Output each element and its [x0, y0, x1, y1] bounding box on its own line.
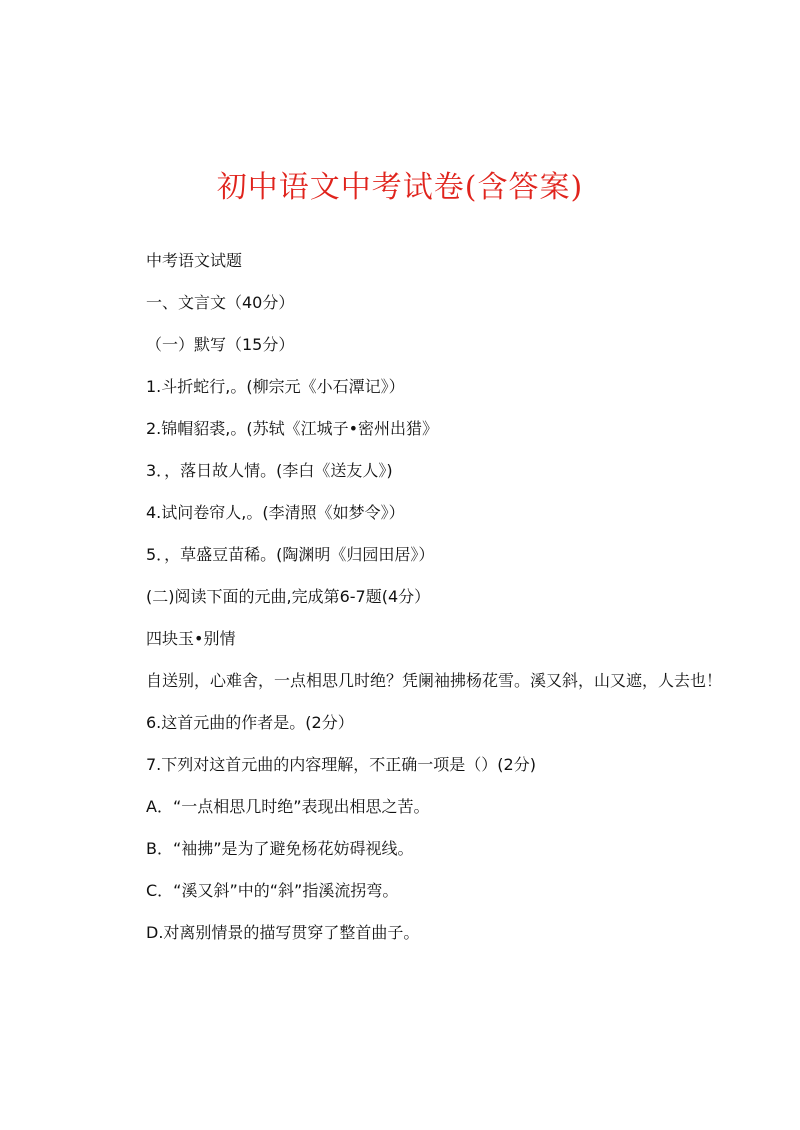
text-line: 2.锦帽貂裘,。(苏轼《江城子•密州出猎》 [146, 419, 439, 438]
text-line: 3．，落日故人情。(李白《送友人》) [146, 461, 393, 480]
text-line: 1.斗折蛇行,。(柳宗元《小石潭记》） [146, 377, 405, 396]
option-line: A．“一点相思几时绝”表现出相思之苦。 [146, 797, 430, 816]
text-line: 一、文言文（40分） [146, 293, 295, 312]
option-line: C．“溪又斜”中的“斜”指溪流拐弯。 [146, 881, 399, 900]
text-line: 4.试问卷帘人,。(李清照《如梦令》） [146, 503, 405, 522]
text-line: 5．，草盛豆苗稀。(陶渊明《归园田居》） [146, 545, 435, 564]
poem-paragraph: 自送别，心难舍，一点相思几时绝？凭阑袖拂杨花雪。溪又斜，山又遮，人去也！ [146, 671, 723, 690]
text-line: （一）默写（15分） [146, 335, 295, 354]
text-line: 四块玉•别情 [146, 629, 236, 648]
question-line: 6.这首元曲的作者是。(2分） [146, 713, 354, 732]
text-line: 中考语文试题 [146, 251, 243, 270]
option-line: B．“袖拂”是为了避免杨花妨碍视线。 [146, 839, 414, 858]
document-body [70, 240, 735, 954]
question-line: 7.下列对这首元曲的内容理解，不正确一项是（）(2分) [146, 755, 536, 774]
option-line: D.对离别情景的描写贯穿了整首曲子。 [146, 923, 420, 942]
document-title: 初中语文中考试卷(含答案) [216, 170, 584, 205]
text-line: (二)阅读下面的元曲,完成第6-7题(4分） [146, 587, 431, 606]
